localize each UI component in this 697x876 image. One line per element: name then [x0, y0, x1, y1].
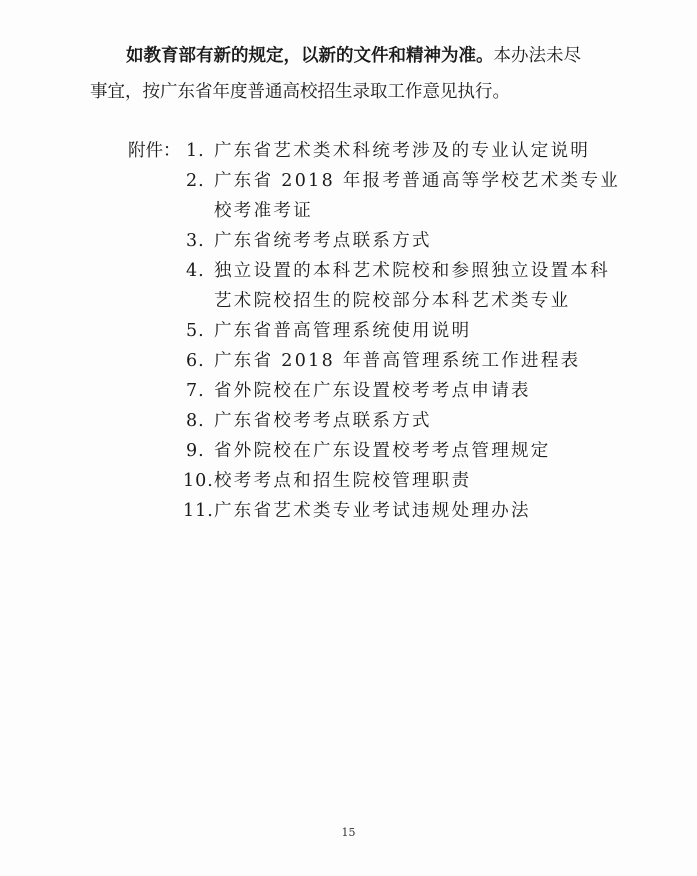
attachment-title-line-2: 校考准考证: [214, 201, 313, 221]
attachment-title: 省外院校在广东设置校考考点申请表: [214, 381, 531, 401]
attachment-title: 校考考点和招生院校管理职责: [214, 471, 472, 491]
attachment-number: 7.: [186, 381, 205, 401]
attachment-number: 11.: [183, 501, 214, 521]
attachment-item-5: [0, 316, 697, 346]
closing-paragraph: [90, 38, 650, 110]
attachment-title-line-2: 艺术院校招生的院校部分本科艺术类专业: [214, 291, 571, 311]
attachments-label: 附件：: [128, 141, 181, 161]
attachment-number: 2.: [186, 171, 205, 191]
attachment-item-8: [0, 406, 697, 436]
attachment-item-3: [0, 226, 697, 256]
attachment-item-4: [0, 256, 697, 316]
attachment-title: 广东省统考考点联系方式: [214, 231, 432, 251]
attachment-item-2: [0, 166, 697, 226]
attachment-title: [214, 256, 610, 316]
attachment-title: [214, 166, 620, 226]
paragraph-line-1-rest: 本办法未尽: [493, 46, 581, 66]
attachment-title: 广东省艺术类专业考试违规处理办法: [214, 501, 531, 521]
attachment-number: 6.: [186, 351, 205, 371]
attachment-item-10: [0, 466, 697, 496]
attachment-title: 广东省艺术类术科统考涉及的专业认定说明: [214, 141, 591, 161]
bold-clause: 如教育部有新的规定，以新的文件和精神为准。: [126, 46, 494, 66]
attachment-number: 4.: [186, 261, 205, 281]
attachment-number: 10.: [183, 471, 214, 491]
paragraph-line-1: [90, 38, 650, 74]
attachment-title: 省外院校在广东设置校考考点管理规定: [214, 441, 551, 461]
attachment-item-7: [0, 376, 697, 406]
attachment-item-9: [0, 436, 697, 466]
attachment-number: 8.: [186, 411, 205, 431]
attachment-item-11: [0, 496, 697, 526]
attachments-list: [0, 136, 697, 526]
attachment-number: 3.: [186, 231, 205, 251]
attachment-title-line-1: 独立设置的本科艺术院校和参照独立设置本科: [214, 261, 610, 281]
attachment-number: 9.: [186, 441, 205, 461]
paragraph-line-2: 事宜，按广东省年度普通高校招生录取工作意见执行。: [90, 82, 510, 102]
attachment-number: 5.: [186, 321, 205, 341]
attachment-title-line-1: 广东省 2018 年报考普通高等学校艺术类专业: [214, 171, 621, 191]
attachment-title: 广东省校考考点联系方式: [214, 411, 432, 431]
attachment-title: 广东省普高管理系统使用说明: [214, 321, 472, 341]
attachment-number: 1.: [186, 141, 205, 161]
page-number: 15: [341, 826, 356, 839]
attachment-title: 广东省 2018 年普高管理系统工作进程表: [214, 351, 581, 371]
attachment-item-1: [0, 136, 697, 166]
attachment-item-6: [0, 346, 697, 376]
